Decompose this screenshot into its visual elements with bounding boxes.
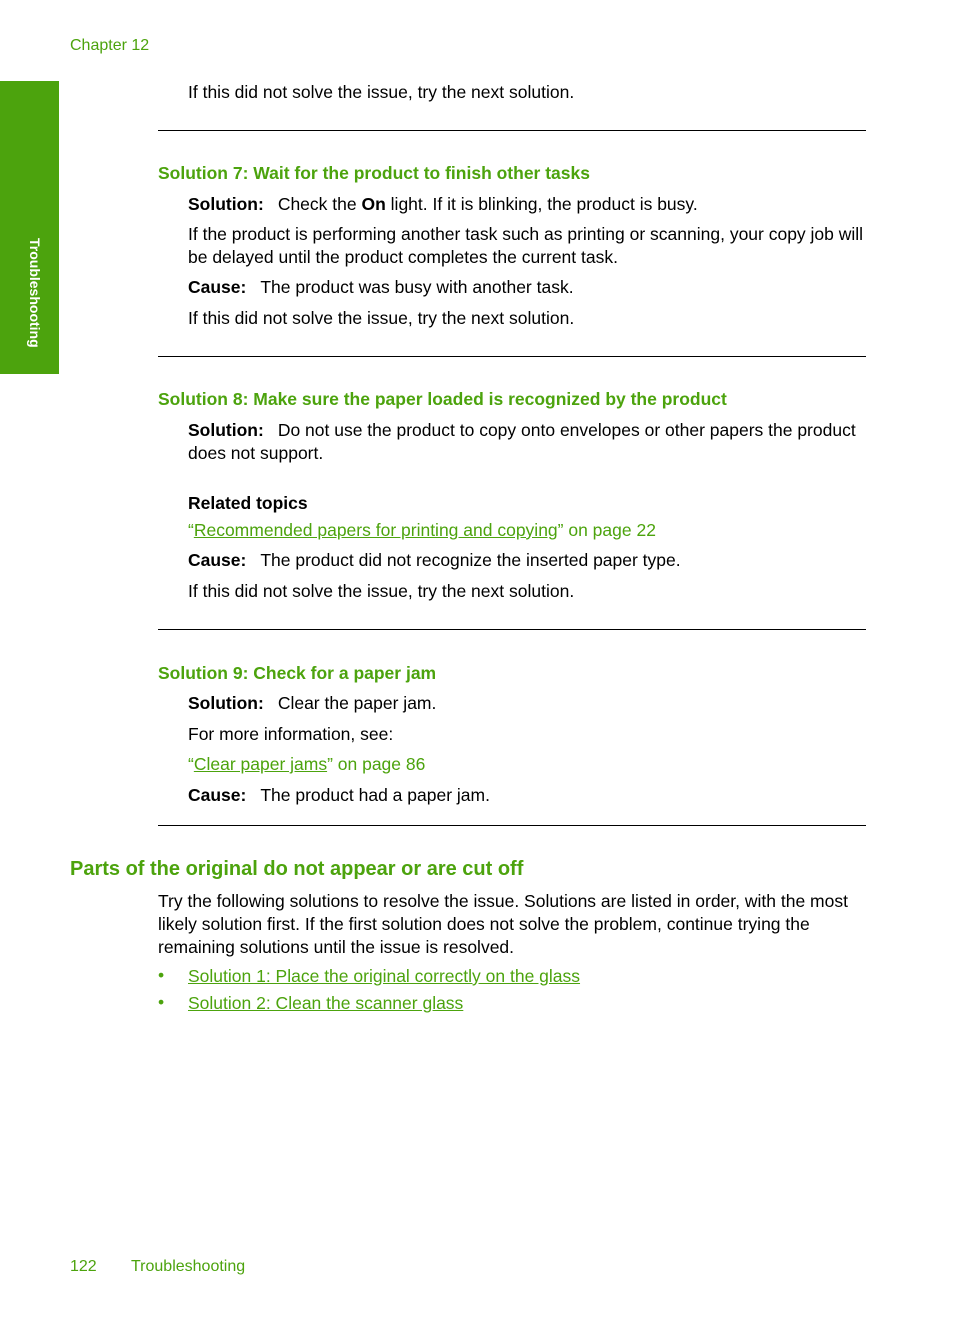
page-number: 122 [70, 1258, 97, 1275]
page-reference: ” on page 22 [557, 520, 656, 540]
related-topics-heading: Related topics [188, 493, 308, 513]
solution8-title: Solution 8: Make sure the paper loaded is recognized by the product [158, 389, 727, 409]
cause-label: Cause: [188, 277, 247, 297]
section-title: Parts of the original do not appear or are cut off [70, 858, 524, 880]
divider [158, 130, 866, 131]
solution-text: Do not use the product to copy onto envelopes or other papers the product does not support. [188, 420, 856, 463]
solution9-solution [188, 692, 868, 715]
cause-text: The product did not recognize the inserted paper type. [260, 550, 681, 570]
solution7-next: If this did not solve the issue, try the next solution. [188, 308, 575, 328]
solution7-paragraph: If the product is performing another task such as printing or scanning, your copy job will be delayed until the product completes the current task. [188, 224, 864, 267]
divider [158, 825, 866, 826]
recommended-papers-link[interactable]: Recommended papers for printing and copying [193, 520, 558, 540]
bullet-item [188, 992, 868, 1015]
solution7-title: Solution 7: Wait for the product to finish other tasks [158, 163, 590, 183]
section-intro: Try the following solutions to resolve the issue. Solutions are listed in order, with the most likely solution first. If the first solution does not solve the problem, continue trying the remaining solutions until the issue is resolved. [158, 891, 848, 957]
page-reference: ” on page 86 [327, 754, 426, 774]
divider [158, 629, 866, 630]
footer-section: Troubleshooting [131, 1258, 246, 1275]
solution7-solution [188, 193, 868, 216]
side-tab-label: Troubleshooting [27, 238, 43, 348]
solution-label: Solution: [188, 420, 264, 440]
intro-line: If this did not solve the issue, try the next solution. [188, 82, 575, 102]
solution-text-pre: Check the [277, 194, 357, 214]
solution2-link[interactable]: Solution 2: Clean the scanner glass [188, 993, 464, 1013]
divider [158, 356, 866, 357]
bullet-marker: • [158, 992, 165, 1012]
solution-text: Clear the paper jam. [277, 693, 437, 713]
cause-text: The product had a paper jam. [260, 785, 490, 805]
solution8-cause [188, 549, 868, 572]
bullet-marker: • [158, 965, 165, 985]
solution-text-post: light. If it is blinking, the product is busy. [390, 194, 698, 214]
clear-jams-reference: “Clear paper jams” on page 86 [188, 754, 426, 774]
solution9-cause [188, 784, 868, 807]
cause-label: Cause: [188, 550, 247, 570]
on-light-label: On [361, 194, 386, 214]
solution8-solution [188, 419, 868, 465]
solution1-link[interactable]: Solution 1: Place the original correctly on the glass [188, 966, 581, 986]
related-topic-item: “Recommended papers for printing and copying” on page 22 [188, 520, 656, 540]
cause-text: The product was busy with another task. [260, 277, 574, 297]
chapter-header: Chapter 12 [70, 37, 150, 54]
solution8-next: If this did not solve the issue, try the next solution. [188, 581, 575, 601]
solution7-cause [188, 276, 868, 299]
solution-label: Solution: [188, 194, 264, 214]
bullet-item [188, 965, 868, 988]
clear-paper-jams-link[interactable]: Clear paper jams [193, 754, 328, 774]
more-info-text: For more information, see: [188, 724, 394, 744]
solution-label: Solution: [188, 693, 264, 713]
solution9-title: Solution 9: Check for a paper jam [158, 663, 437, 683]
cause-label: Cause: [188, 785, 247, 805]
